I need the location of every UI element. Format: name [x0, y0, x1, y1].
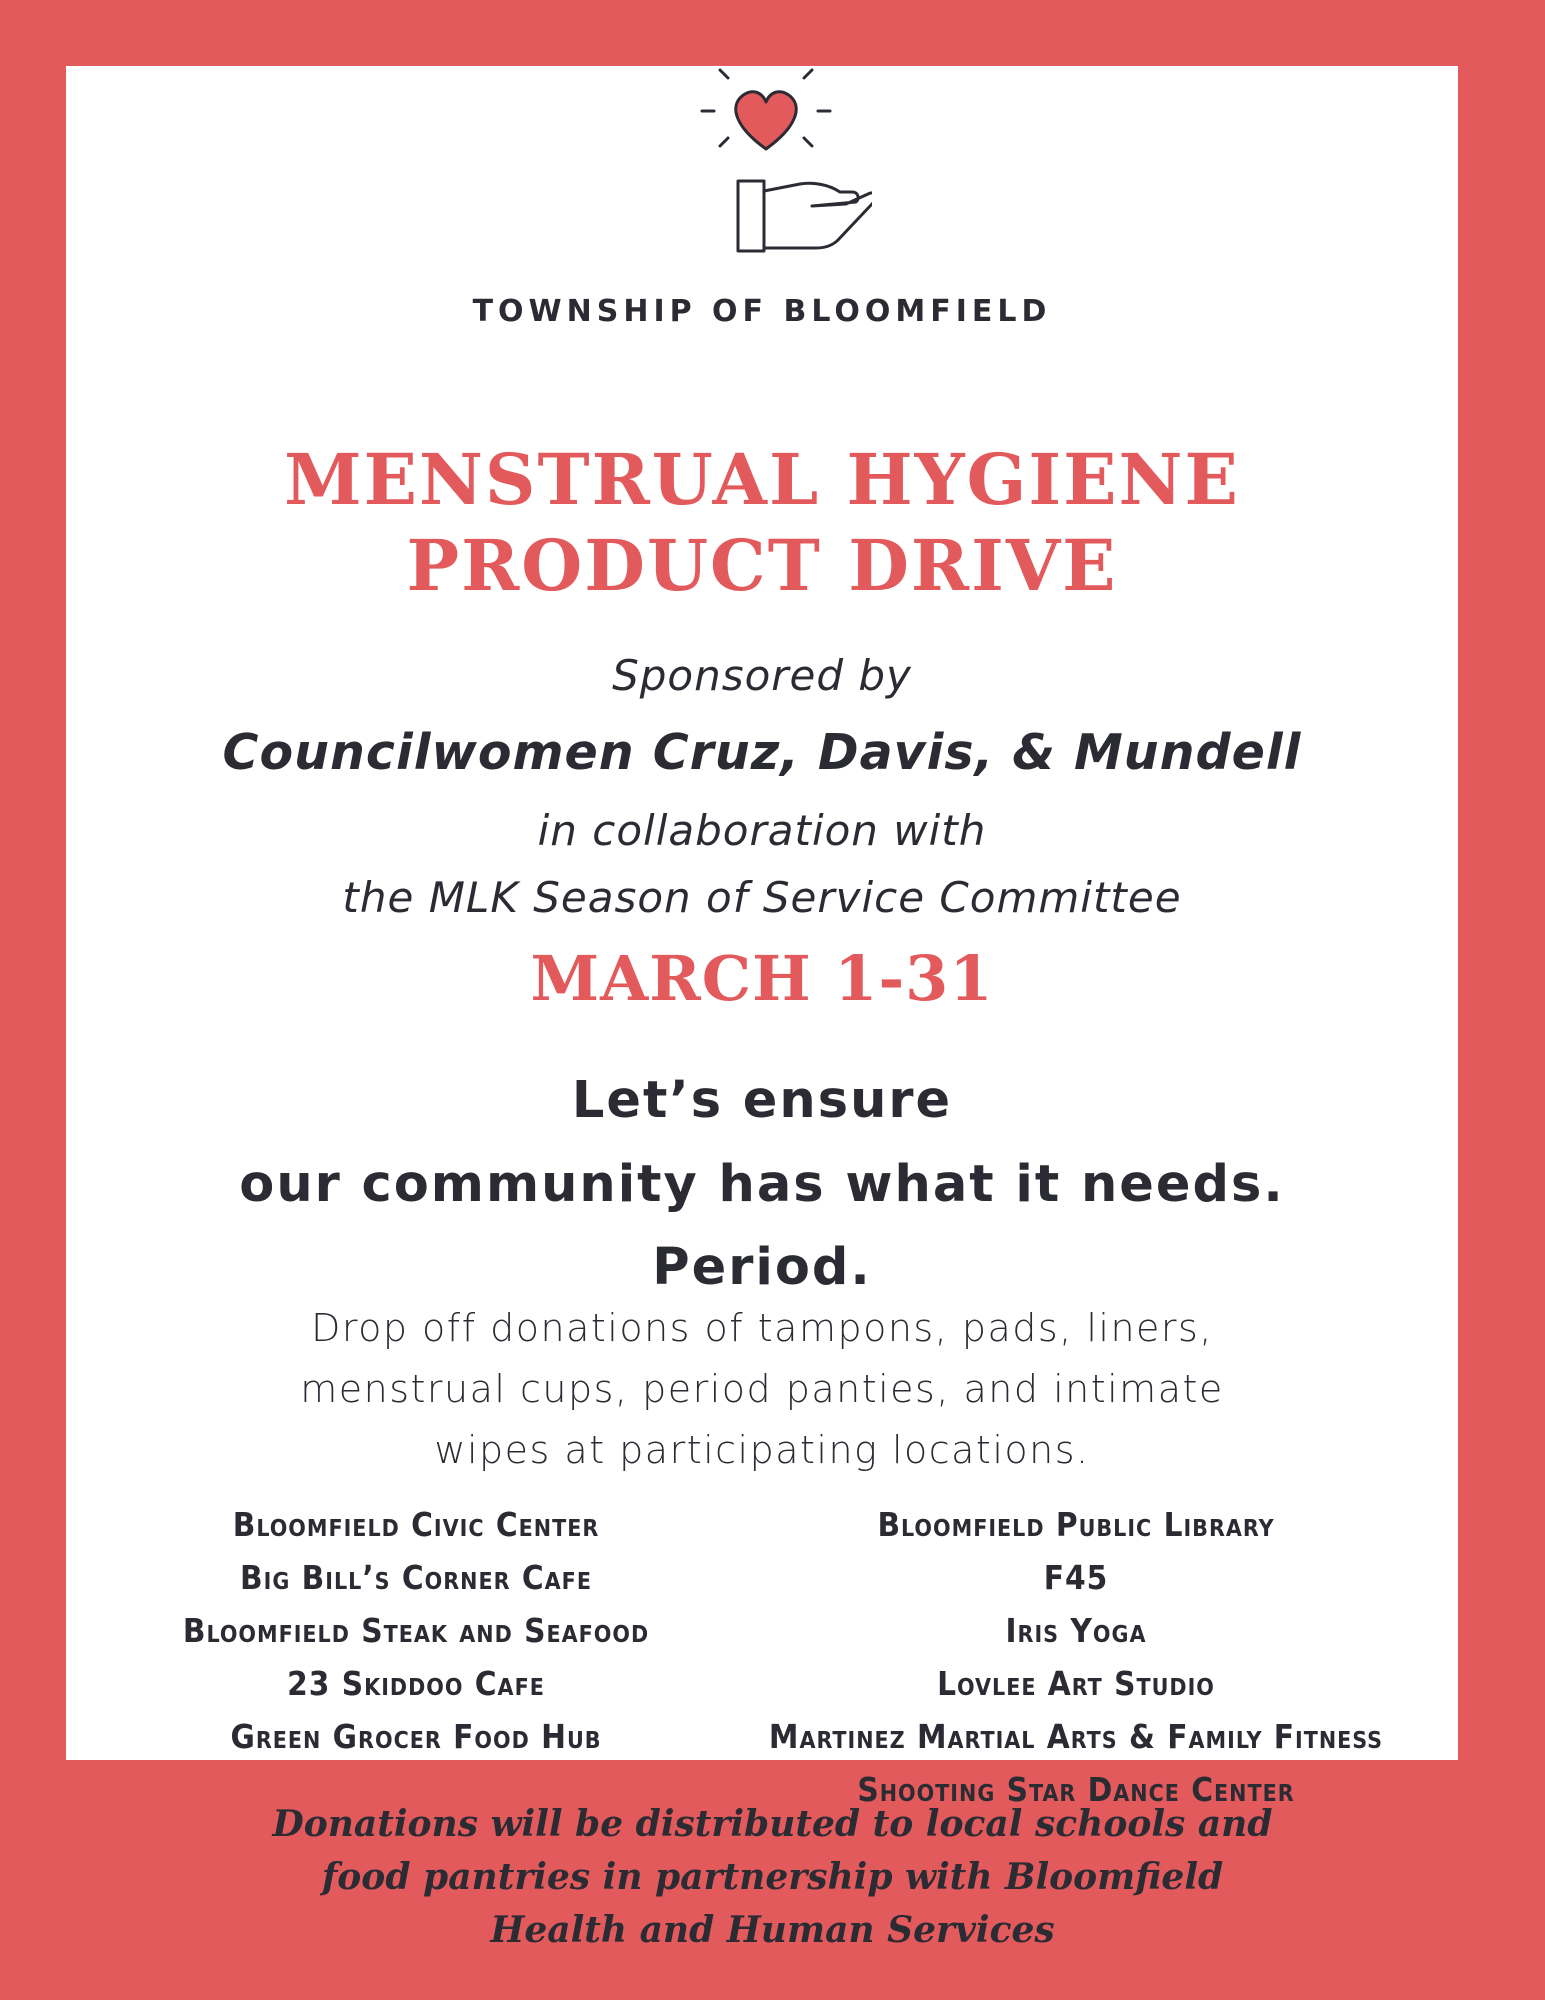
title-line-1: MENSTRUAL HYGIENE	[284, 438, 1240, 521]
sponsor-names: Councilwomen Cruz, Davis, & Mundell	[222, 724, 1302, 781]
locations-left-list	[106, 1498, 726, 1763]
footer-line-3: Health and Human Services	[490, 1909, 1055, 1951]
hand-heart-icon	[662, 66, 872, 256]
location-item: Iris Yoga	[1005, 1611, 1147, 1650]
location-item: Martinez Martial Arts & Family Fitness	[768, 1717, 1384, 1756]
slogan-line-3: Period.	[652, 1238, 872, 1297]
slogan-line-2: our community has what it needs.	[239, 1155, 1285, 1214]
event-dates: MARCH 1-31	[530, 942, 994, 1015]
collaboration-line-1: in collaboration with	[537, 806, 987, 855]
location-item: Shooting Star Dance Center	[857, 1770, 1295, 1809]
location-item: Bloomfield Public Library	[877, 1505, 1275, 1544]
slogan-line-1: Let’s ensure	[571, 1071, 953, 1130]
dropoff-line-3: wipes at participating locations.	[434, 1428, 1090, 1472]
footer-line-2: food pantries in partnership with Bloomfield	[321, 1856, 1224, 1898]
dropoff-line-2: menstrual cups, period panties, and intimate	[300, 1367, 1224, 1411]
logo	[66, 66, 1458, 276]
dropoff-line-1: Drop off donations of tampons, pads, liners,	[311, 1306, 1213, 1350]
location-item: Bloomfield Civic Center	[232, 1505, 600, 1544]
location-item: F45	[1043, 1558, 1109, 1597]
flyer-card	[66, 66, 1458, 1809]
collaboration-line-2: the MLK Season of Service Committee	[342, 873, 1182, 922]
township-name: TOWNSHIP OF BLOOMFIELD	[472, 294, 1052, 329]
location-item: Lovlee Art Studio	[937, 1664, 1215, 1703]
location-item: Bloomfield Steak and Seafood	[182, 1611, 650, 1650]
footer-note	[100, 1798, 1445, 1957]
title-line-2: PRODUCT DRIVE	[406, 524, 1118, 607]
sponsor-intro: Sponsored by	[612, 651, 912, 700]
footer-line-1: Donations will be distributed to local schools and	[272, 1803, 1273, 1845]
location-item: Big Bill’s Corner Cafe	[240, 1558, 592, 1597]
location-item: 23 Skiddoo Cafe	[287, 1664, 545, 1703]
locations-right-list	[706, 1498, 1446, 1816]
dropoff-instructions	[266, 1298, 1258, 1481]
location-item: Green Grocer Food Hub	[230, 1717, 602, 1756]
